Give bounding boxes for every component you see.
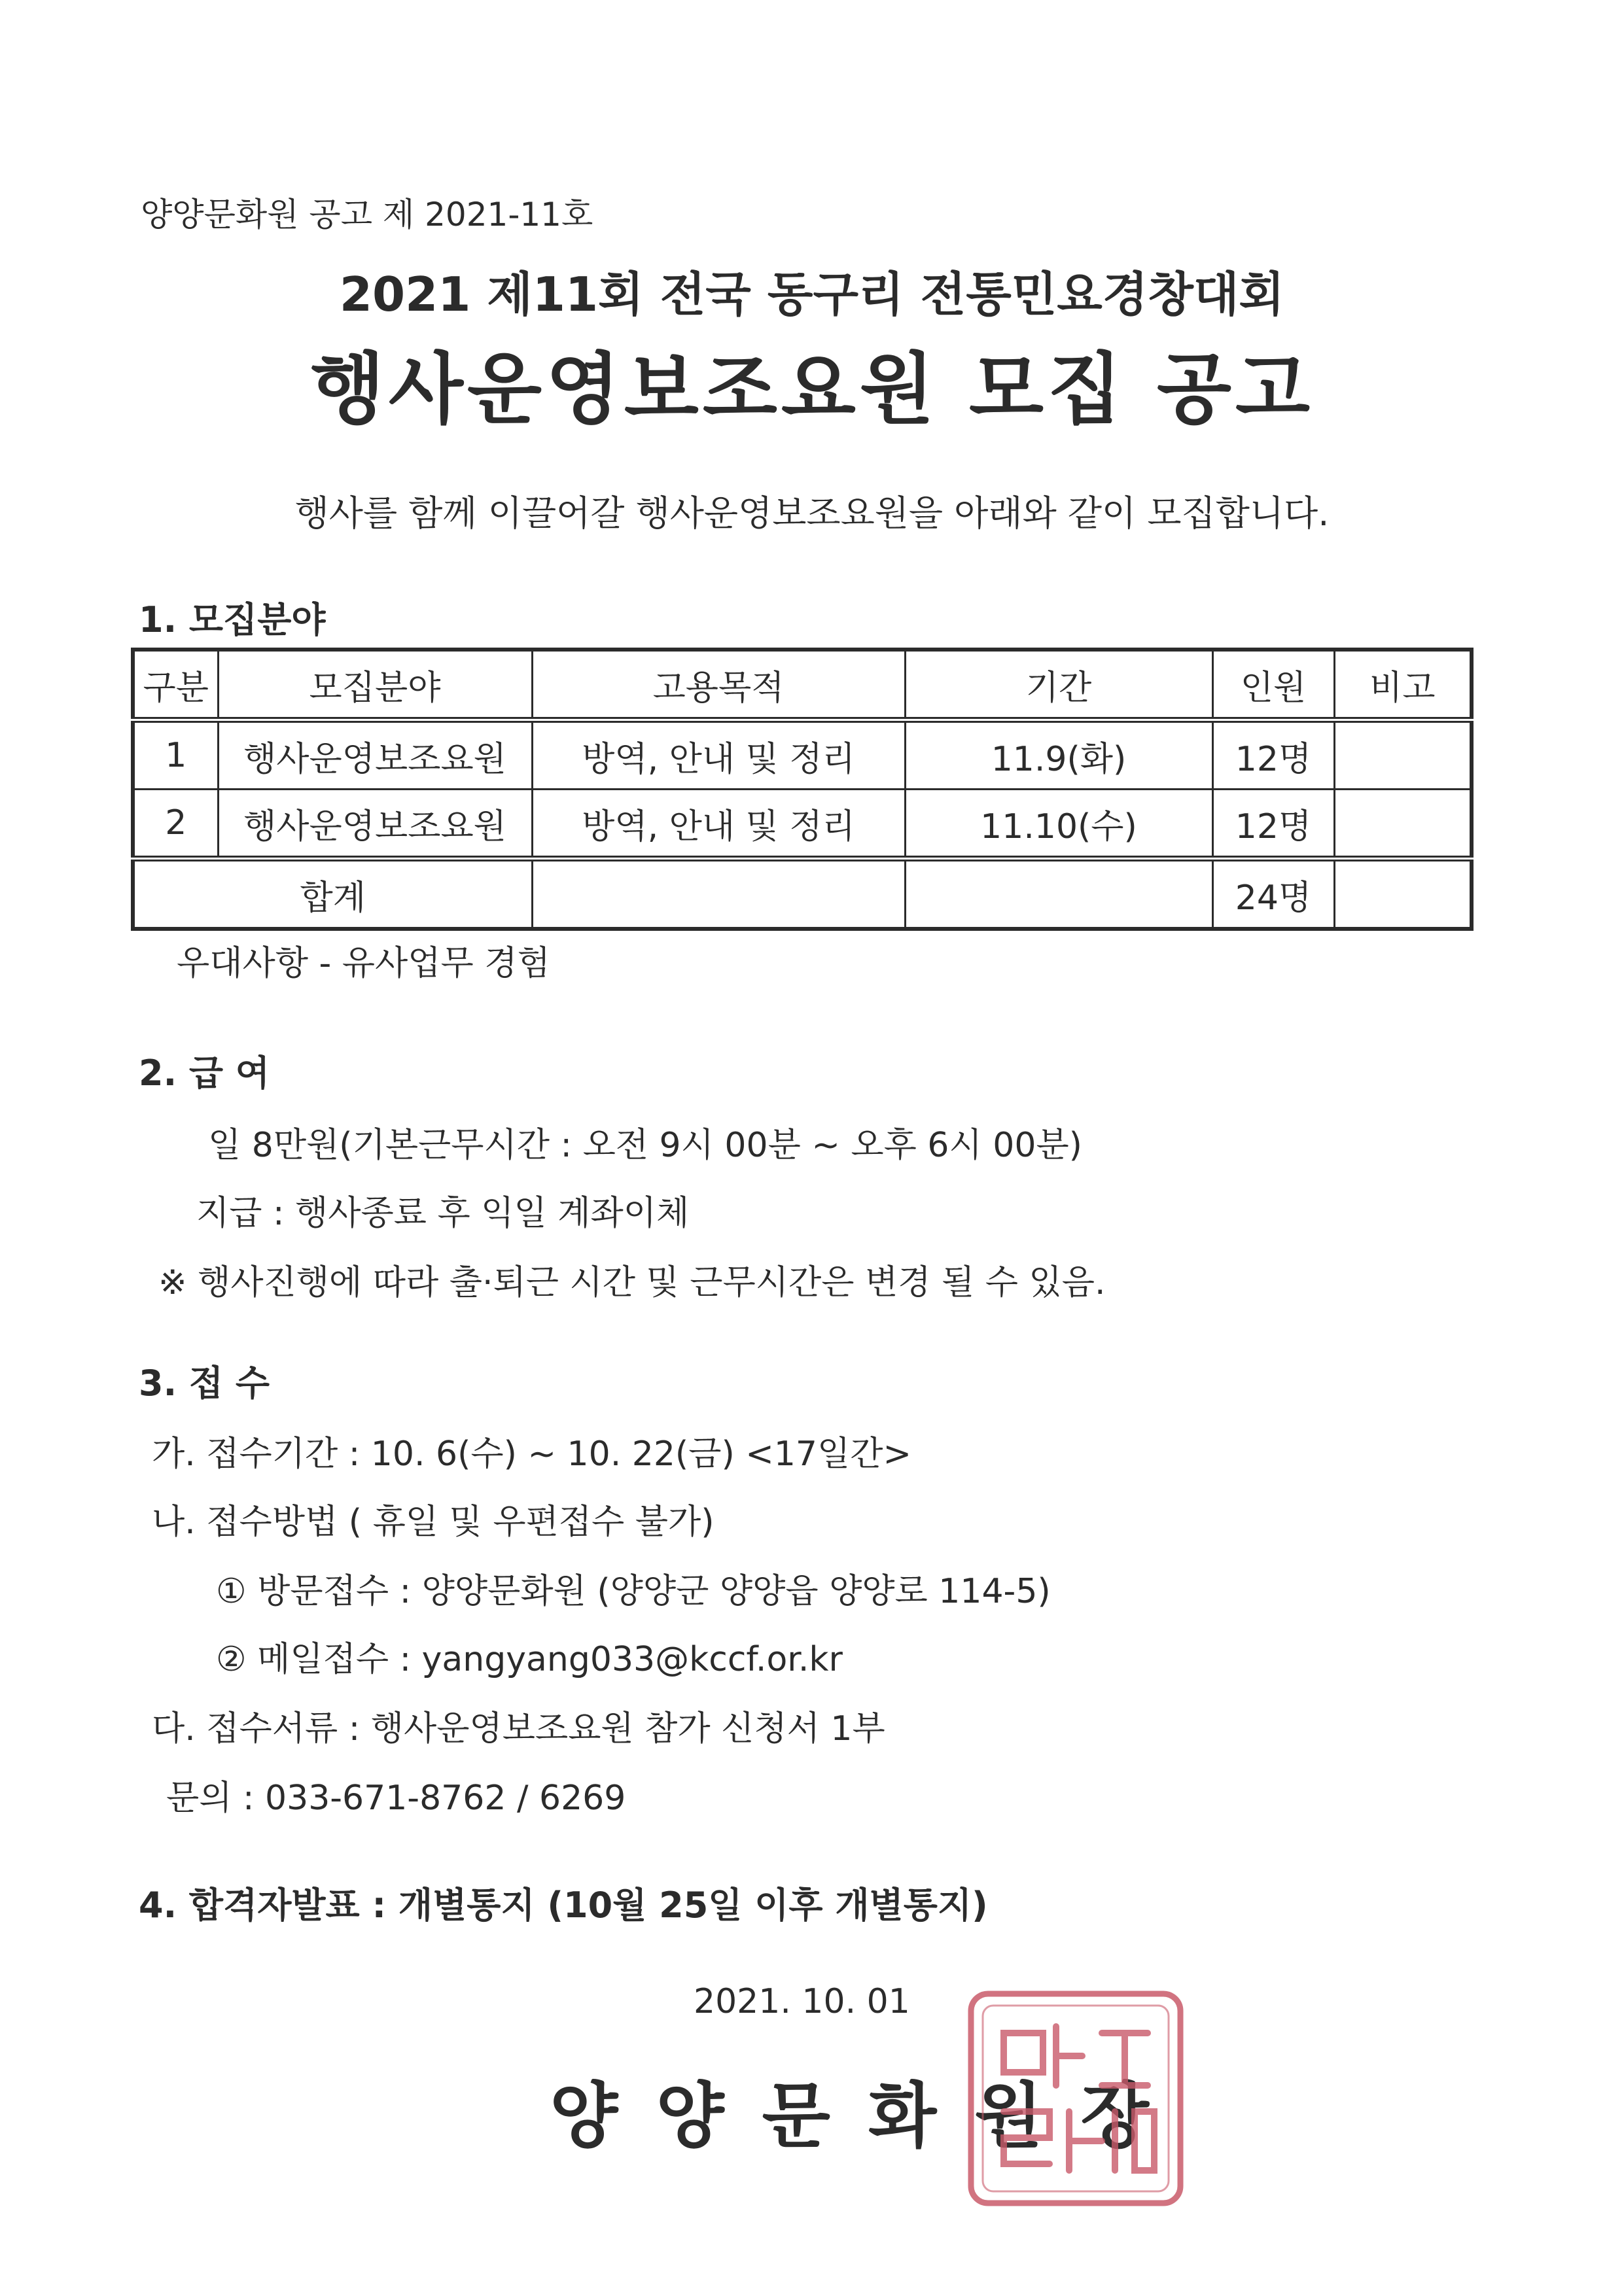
table-cell: 12명 [1212,720,1334,790]
event-title: 2021 제11회 전국 동구리 전통민요경창대회 [339,267,1285,322]
table-cell: 1 [133,720,218,790]
column-header: 인원 [1212,650,1334,720]
salary-note: ※ 행사진행에 따라 출·퇴근 시간 및 근무시간은 변경 될 수 있음. [158,1263,1106,1302]
section4-heading: 4. 합격자발표 : 개별통지 (10월 25일 이후 개별통지) [139,1885,988,1926]
issue-date: 2021. 10. 01 [694,1982,910,2021]
table-row [133,720,1472,790]
contact-line: 문의 : 033-671-8762 / 6269 [166,1779,626,1818]
table-cell [532,859,905,930]
total-label: 합계 [133,859,532,930]
table-cell: 행사운영보조요원 [218,790,532,859]
column-header: 비고 [1334,650,1472,720]
preference-note: 우대사항 - 유사업무 경험 [177,944,550,983]
visit-application: ① 방문접수 : 양양문화원 (양양군 양양읍 양양로 114-5) [216,1572,1051,1611]
application-method: 나. 접수방법 ( 휴일 및 우편접수 불가) [152,1503,715,1542]
column-header: 기간 [905,650,1212,720]
column-header: 구분 [133,650,218,720]
section1-heading: 1. 모집분야 [139,599,326,640]
table-total-row [133,859,1472,930]
section2-heading: 2. 급 여 [139,1052,270,1094]
recruitment-table [131,648,1474,931]
table-cell [1334,859,1472,930]
section3-heading: 3. 접 수 [139,1363,270,1404]
issuer-name: 양양문화원장 [550,2076,1187,2157]
table-cell [905,859,1212,930]
table-cell [1334,790,1472,859]
table-row [133,790,1472,859]
table-cell: 방역, 안내 및 정리 [532,720,905,790]
table-cell: 2 [133,790,218,859]
table-cell [1334,720,1472,790]
table-cell: 행사운영보조요원 [218,720,532,790]
column-header: 모집분야 [218,650,532,720]
official-seal [964,1987,1187,2210]
salary-line: 일 8만원(기본근무시간 : 오전 9시 00분 ~ 오후 6시 00분) [208,1126,1082,1165]
required-documents: 다. 접수서류 : 행사운영보조요원 참가 신청서 1부 [152,1709,885,1748]
total-count: 24명 [1212,859,1334,930]
column-header: 고용목적 [532,650,905,720]
email-application: ② 메일접수 : yangyang033@kccf.or.kr [216,1640,843,1679]
table-cell: 방역, 안내 및 정리 [532,790,905,859]
table-cell: 11.9(화) [905,720,1212,790]
seal-stamp-icon [964,1987,1187,2210]
intro-text: 행사를 함께 이끌어갈 행사운영보조요원을 아래와 같이 모집합니다. [294,493,1330,534]
table-cell: 12명 [1212,790,1334,859]
payment-line: 지급 : 행사종료 후 익일 계좌이체 [196,1194,690,1233]
notice-number: 양양문화원 공고 제 2021-11호 [141,196,593,234]
table-cell: 11.10(수) [905,790,1212,859]
page-title: 행사운영보조요원 모집 공고 [309,344,1315,434]
table-header-row [133,650,1472,720]
application-period: 가. 접수기간 : 10. 6(수) ~ 10. 22(금) <17일간> [152,1435,912,1474]
